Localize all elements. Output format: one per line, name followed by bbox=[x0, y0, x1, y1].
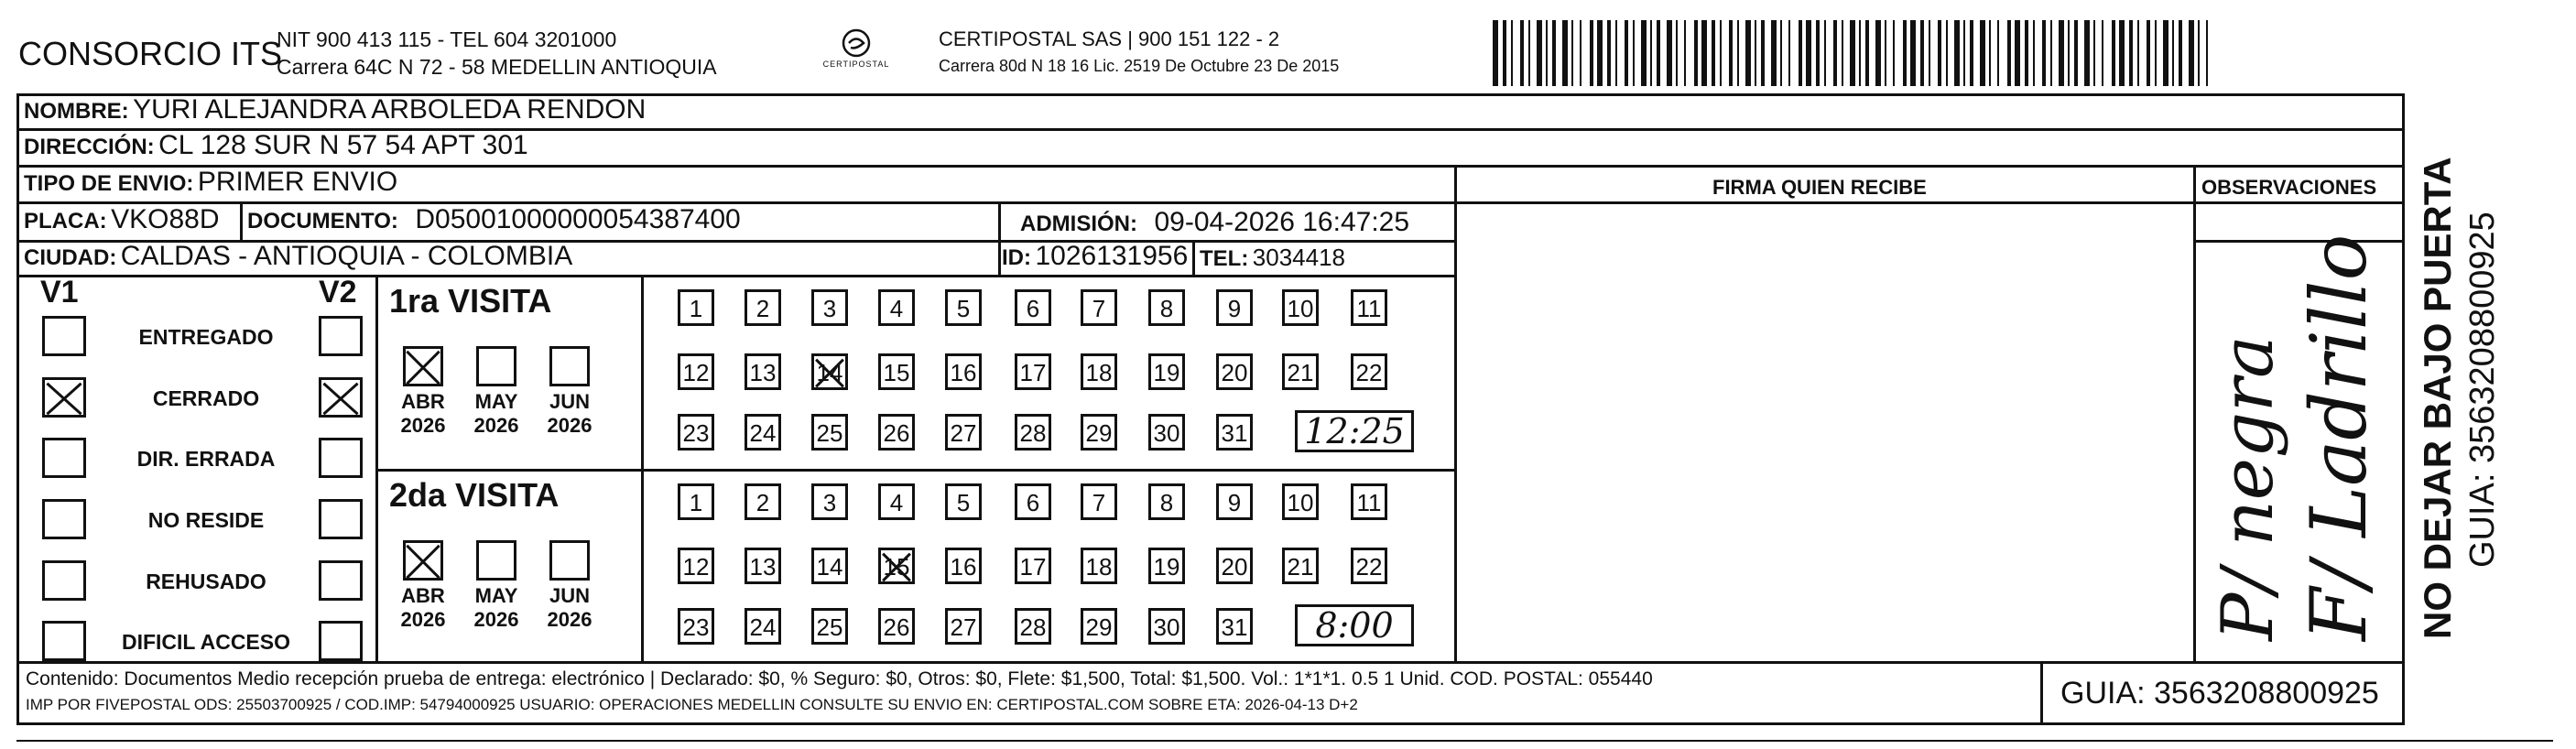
barcode-bar bbox=[1833, 20, 1837, 86]
visit-title: 1ra VISITA bbox=[389, 282, 552, 320]
side-warning: NO DEJAR BAJO PUERTA bbox=[2416, 157, 2459, 639]
barcode-bar bbox=[1633, 20, 1635, 86]
barcode-bar bbox=[2119, 20, 2125, 86]
barcode-bar bbox=[2179, 20, 2182, 86]
day-cell: 1 bbox=[678, 483, 714, 520]
direccion-value: CL 128 SUR N 57 54 APT 301 bbox=[158, 130, 528, 160]
day-cell: 8 bbox=[1148, 289, 1185, 326]
ciudad-label: CIUDAD: bbox=[24, 245, 117, 270]
day-cell: 26 bbox=[878, 608, 915, 645]
barcode-bar bbox=[1615, 20, 1617, 86]
year-label: 2026 bbox=[547, 414, 592, 437]
barcode-bar bbox=[1850, 20, 1855, 86]
barcode-bar bbox=[1580, 20, 1581, 86]
day-cell: 20 bbox=[1216, 353, 1253, 390]
day-cell: 24 bbox=[745, 414, 781, 450]
barcode-bar bbox=[1503, 20, 1506, 86]
row-line bbox=[16, 661, 2405, 664]
barcode-bar bbox=[2189, 20, 2194, 86]
certipostal-logo-icon bbox=[838, 27, 875, 59]
barcode-bar bbox=[1562, 20, 1568, 86]
col-line bbox=[2193, 165, 2196, 661]
day-cell: 8 bbox=[1148, 483, 1185, 520]
barcode-bar bbox=[2033, 20, 2035, 86]
day-cell: 17 bbox=[1015, 548, 1051, 584]
col-line bbox=[998, 240, 1001, 275]
month-label: JUN bbox=[549, 584, 590, 607]
ciudad-value: CALDAS - ANTIOQUIA - COLOMBIA bbox=[120, 241, 573, 271]
tipo-value: PRIMER ENVIO bbox=[197, 167, 398, 197]
day-cell: 14 bbox=[811, 548, 848, 584]
day-cell: 6 bbox=[1015, 289, 1051, 326]
day-cell: 18 bbox=[1081, 548, 1117, 584]
barcode-bar bbox=[1780, 20, 1782, 86]
day-cell: 4 bbox=[878, 483, 915, 520]
barcode-bar bbox=[1865, 20, 1869, 86]
visit-time: 8:00 bbox=[1295, 604, 1414, 646]
tel-label: TEL: bbox=[1200, 246, 1249, 271]
v2-checkbox bbox=[319, 316, 363, 356]
barcode-bar bbox=[2155, 20, 2157, 86]
bottom-edge-line bbox=[16, 740, 2553, 742]
barcode-bar bbox=[1712, 20, 1715, 86]
barcode-bar bbox=[1625, 20, 1628, 86]
barcode-bar bbox=[1684, 20, 1686, 86]
v2-checkbox bbox=[319, 499, 363, 539]
barcode-bar bbox=[1842, 20, 1843, 86]
barcode-bar bbox=[2163, 20, 2168, 86]
day-cell: 3 bbox=[811, 483, 848, 520]
barcode-bar bbox=[1824, 20, 1826, 86]
logo-caption: CERTIPOSTAL bbox=[822, 60, 890, 69]
company-nit: NIT 900 413 115 - TEL 604 3201000 bbox=[277, 27, 617, 51]
col-line bbox=[641, 275, 644, 661]
barcode-bar bbox=[1946, 20, 1948, 86]
day-cell: 14 bbox=[811, 353, 848, 390]
documento-row bbox=[247, 204, 741, 235]
day-cell: 28 bbox=[1015, 414, 1051, 450]
barcode-bar bbox=[2042, 20, 2046, 86]
day-cell: 26 bbox=[878, 414, 915, 450]
month-label: MAY bbox=[474, 390, 518, 413]
barcode-bar bbox=[2025, 20, 2028, 86]
barcode-bar bbox=[1511, 20, 1513, 86]
barcode-bar bbox=[2112, 20, 2115, 86]
day-cell: 25 bbox=[811, 414, 848, 450]
barcode-bar bbox=[2050, 20, 2052, 86]
placa-value: VKO88D bbox=[111, 204, 220, 234]
col-line bbox=[2040, 661, 2043, 725]
day-cell: 6 bbox=[1015, 483, 1051, 520]
v1-checkbox bbox=[42, 438, 86, 478]
v2-checkbox bbox=[319, 560, 363, 601]
day-cell: 27 bbox=[945, 608, 982, 645]
day-cell: 27 bbox=[945, 414, 982, 450]
barcode-bar bbox=[1546, 20, 1548, 86]
barcode-bar bbox=[1650, 20, 1652, 86]
day-cell: 10 bbox=[1282, 483, 1319, 520]
day-cell: 3 bbox=[811, 289, 848, 326]
nombre-value: YURI ALEJANDRA ARBOLEDA RENDON bbox=[133, 94, 647, 125]
side-guia: GUIA: 3563208800925 bbox=[2463, 212, 2502, 568]
month-label: ABR bbox=[401, 584, 445, 607]
day-cell: 22 bbox=[1351, 353, 1387, 390]
barcode-bar bbox=[1771, 20, 1777, 86]
day-cell: 21 bbox=[1282, 353, 1319, 390]
day-cell: 5 bbox=[945, 289, 982, 326]
month-checkbox bbox=[476, 346, 516, 386]
barcode bbox=[1493, 20, 2225, 86]
company-address: Carrera 64C N 72 - 58 MEDELLIN ANTIOQUIA bbox=[277, 55, 717, 79]
barcode-bar bbox=[1597, 20, 1603, 86]
barcode-bar bbox=[2093, 20, 2095, 86]
direccion-row bbox=[24, 130, 528, 161]
placa-row bbox=[24, 204, 220, 235]
v2-checkbox bbox=[319, 377, 363, 418]
barcode-bar bbox=[1970, 20, 1973, 86]
day-cell: 22 bbox=[1351, 548, 1387, 584]
day-cell: 24 bbox=[745, 608, 781, 645]
footer-guia: GUIA: 3563208800925 bbox=[2060, 676, 2379, 711]
day-cell: 29 bbox=[1081, 608, 1117, 645]
barcode-bar bbox=[2198, 20, 2200, 86]
barcode-bar bbox=[1493, 20, 1498, 86]
day-cell: 15 bbox=[878, 353, 915, 390]
ciudad-row bbox=[24, 241, 572, 272]
v1-checkbox bbox=[42, 560, 86, 601]
barcode-bar bbox=[1720, 20, 1722, 86]
barcode-bar bbox=[1859, 20, 1861, 86]
barcode-bar bbox=[1885, 20, 1886, 86]
barcode-bar bbox=[1963, 20, 1965, 86]
status-label: ENTREGADO bbox=[138, 325, 274, 349]
observacion-handwritten-1: P/ negra bbox=[2207, 335, 2289, 641]
day-cell: 23 bbox=[678, 608, 714, 645]
barcode-bar bbox=[2147, 20, 2150, 86]
day-cell: 2 bbox=[745, 289, 781, 326]
tel-row bbox=[1200, 244, 1345, 272]
day-cell: 23 bbox=[678, 414, 714, 450]
day-cell: 7 bbox=[1081, 289, 1117, 326]
day-cell: 16 bbox=[945, 548, 982, 584]
footer-impresion: IMP POR FIVEPOSTAL ODS: 25503700925 / COD.IMP: 54794000925 USUARIO: OPERACIONES MEDELLIN CONSULTE SU ENVIO EN: CERTIPOSTAL.COM SOBRE ETA: 2026-04-13 D+2 bbox=[26, 696, 1358, 713]
admision-label: ADMISIÓN: bbox=[1020, 212, 1137, 236]
day-cell: 29 bbox=[1081, 414, 1117, 450]
barcode-bar bbox=[1694, 20, 1698, 86]
status-label: DIFICIL ACCESO bbox=[121, 630, 290, 654]
barcode-bar bbox=[2074, 20, 2078, 86]
barcode-bar bbox=[1761, 20, 1765, 86]
day-cell: 21 bbox=[1282, 548, 1319, 584]
barcode-bar bbox=[1799, 20, 1802, 86]
documento-value: D05001000000054387400 bbox=[415, 204, 741, 234]
day-cell: 10 bbox=[1282, 289, 1319, 326]
month-checkbox bbox=[549, 346, 590, 386]
month-checkbox bbox=[549, 540, 590, 581]
nombre-row bbox=[24, 94, 646, 125]
day-cell: 4 bbox=[878, 289, 915, 326]
barcode-bar bbox=[1571, 20, 1573, 86]
barcode-bar bbox=[1910, 20, 1916, 86]
day-cell: 12 bbox=[678, 548, 714, 584]
nombre-label: NOMBRE: bbox=[24, 99, 129, 124]
barcode-bar bbox=[2129, 20, 2133, 86]
barcode-bar bbox=[1729, 20, 1733, 86]
status-label: CERRADO bbox=[152, 386, 260, 410]
day-cell: 13 bbox=[745, 548, 781, 584]
month-label: MAY bbox=[474, 584, 518, 607]
day-cell: 25 bbox=[811, 608, 848, 645]
barcode-bar bbox=[1938, 20, 1941, 86]
row-line bbox=[16, 275, 1456, 277]
month-label: ABR bbox=[401, 390, 445, 413]
carrier-line2: Carrera 80d N 18 16 Lic. 2519 De Octubre 23 De 2015 bbox=[939, 57, 1340, 75]
barcode-bar bbox=[1528, 20, 1530, 86]
barcode-bar bbox=[1980, 20, 1985, 86]
admision-row bbox=[1020, 207, 1409, 238]
barcode-bar bbox=[1520, 20, 1524, 86]
barcode-bar bbox=[2015, 20, 2020, 86]
barcode-bar bbox=[2206, 20, 2208, 86]
day-cell: 30 bbox=[1148, 414, 1185, 450]
tel-value: 3034418 bbox=[1252, 244, 1346, 271]
col-line bbox=[1192, 240, 1195, 275]
status-label: DIR. ERRADA bbox=[136, 447, 276, 471]
barcode-bar bbox=[1903, 20, 1907, 86]
barcode-bar bbox=[2059, 20, 2064, 86]
observacion-handwritten-2: F/ Ladrillo bbox=[2294, 233, 2384, 641]
v1-header: V1 bbox=[40, 275, 79, 309]
year-label: 2026 bbox=[473, 414, 519, 437]
v2-checkbox bbox=[319, 621, 363, 661]
day-cell: 9 bbox=[1216, 483, 1253, 520]
barcode-bar bbox=[1537, 20, 1542, 86]
day-cell: 19 bbox=[1148, 353, 1185, 390]
day-cell: 9 bbox=[1216, 289, 1253, 326]
id-label: ID: bbox=[1002, 245, 1031, 270]
barcode-bar bbox=[1590, 20, 1593, 86]
barcode-bar bbox=[1893, 20, 1895, 86]
col-line bbox=[240, 201, 243, 240]
barcode-bar bbox=[1701, 20, 1707, 86]
placa-label: PLACA: bbox=[24, 209, 107, 233]
barcode-bar bbox=[2102, 20, 2103, 86]
barcode-bar bbox=[1755, 20, 1756, 86]
barcode-bar bbox=[1997, 20, 1999, 86]
day-cell: 11 bbox=[1351, 483, 1387, 520]
day-cell: 16 bbox=[945, 353, 982, 390]
day-cell: 13 bbox=[745, 353, 781, 390]
month-checkbox bbox=[403, 540, 443, 581]
certipostal-logo bbox=[815, 27, 897, 78]
day-cell: 17 bbox=[1015, 353, 1051, 390]
day-cell: 15 bbox=[878, 548, 915, 584]
year-label: 2026 bbox=[473, 608, 519, 631]
day-cell: 1 bbox=[678, 289, 714, 326]
barcode-bar bbox=[1745, 20, 1751, 86]
barcode-bar bbox=[1954, 20, 1960, 86]
observaciones-label: OBSERVACIONES bbox=[2201, 176, 2377, 199]
barcode-bar bbox=[2137, 20, 2139, 86]
year-label: 2026 bbox=[547, 608, 592, 631]
year-label: 2026 bbox=[400, 608, 446, 631]
barcode-bar bbox=[1737, 20, 1739, 86]
barcode-bar bbox=[1667, 20, 1672, 86]
v1-checkbox bbox=[42, 316, 86, 356]
direccion-label: DIRECCIÓN: bbox=[24, 135, 155, 159]
day-cell: 11 bbox=[1351, 289, 1387, 326]
barcode-bar bbox=[2068, 20, 2070, 86]
day-cell: 2 bbox=[745, 483, 781, 520]
barcode-bar bbox=[2084, 20, 2090, 86]
v2-header: V2 bbox=[319, 275, 357, 309]
v1-checkbox bbox=[42, 377, 86, 418]
day-cell: 18 bbox=[1081, 353, 1117, 390]
day-cell: 5 bbox=[945, 483, 982, 520]
barcode-bar bbox=[1676, 20, 1678, 86]
firma-label: FIRMA QUIEN RECIBE bbox=[1712, 176, 1927, 199]
barcode-bar bbox=[1806, 20, 1811, 86]
barcode-bar bbox=[1929, 20, 1930, 86]
month-checkbox bbox=[476, 540, 516, 581]
company-name: CONSORCIO ITS bbox=[18, 35, 283, 72]
barcode-bar bbox=[1788, 20, 1790, 86]
col-line bbox=[1454, 165, 1457, 661]
day-cell: 30 bbox=[1148, 608, 1185, 645]
tipo-label: TIPO DE ENVIO: bbox=[24, 171, 194, 196]
day-cell: 28 bbox=[1015, 608, 1051, 645]
v2-checkbox bbox=[319, 438, 363, 478]
visit-title: 2da VISITA bbox=[389, 476, 560, 514]
tipo-row bbox=[24, 167, 397, 198]
barcode-bar bbox=[1875, 20, 1881, 86]
barcode-bar bbox=[1920, 20, 1924, 86]
day-cell: 7 bbox=[1081, 483, 1117, 520]
day-cell: 20 bbox=[1216, 548, 1253, 584]
month-label: JUN bbox=[549, 390, 590, 413]
barcode-bar bbox=[1552, 20, 1556, 86]
day-cell: 31 bbox=[1216, 414, 1253, 450]
barcode-bar bbox=[2172, 20, 2174, 86]
footer-contenido: Contenido: Documentos Medio recepción prueba de entrega: electrónico | Declarado: $0, % Seguro: $0, Otros: $0, Flete: $1,500, Total: $1,500. Vol.: 1*1*1. 0.5 1 Unid. COD. POSTAL: 055440 bbox=[26, 668, 1653, 689]
year-label: 2026 bbox=[400, 414, 446, 437]
row-line bbox=[375, 469, 1456, 472]
barcode-bar bbox=[1641, 20, 1647, 86]
id-value: 1026131956 bbox=[1035, 241, 1189, 271]
barcode-bar bbox=[1657, 20, 1660, 86]
barcode-bar bbox=[2007, 20, 2011, 86]
v1-checkbox bbox=[42, 499, 86, 539]
col-line bbox=[375, 275, 378, 661]
v1-checkbox bbox=[42, 621, 86, 661]
day-cell: 12 bbox=[678, 353, 714, 390]
day-cell: 19 bbox=[1148, 548, 1185, 584]
status-label: REHUSADO bbox=[146, 570, 266, 593]
month-checkbox bbox=[403, 346, 443, 386]
id-row bbox=[1002, 241, 1188, 272]
day-cell: 31 bbox=[1216, 608, 1253, 645]
documento-label: DOCUMENTO: bbox=[247, 209, 398, 233]
barcode-bar bbox=[1989, 20, 1991, 86]
visit-time: 12:25 bbox=[1295, 410, 1414, 452]
col-line bbox=[998, 201, 1001, 240]
barcode-bar bbox=[1607, 20, 1611, 86]
status-label: NO RESIDE bbox=[147, 508, 265, 532]
barcode-bar bbox=[1816, 20, 1820, 86]
carrier-line1: CERTIPOSTAL SAS | 900 151 122 - 2 bbox=[939, 27, 1280, 50]
admision-value: 09-04-2026 16:47:25 bbox=[1154, 207, 1410, 237]
